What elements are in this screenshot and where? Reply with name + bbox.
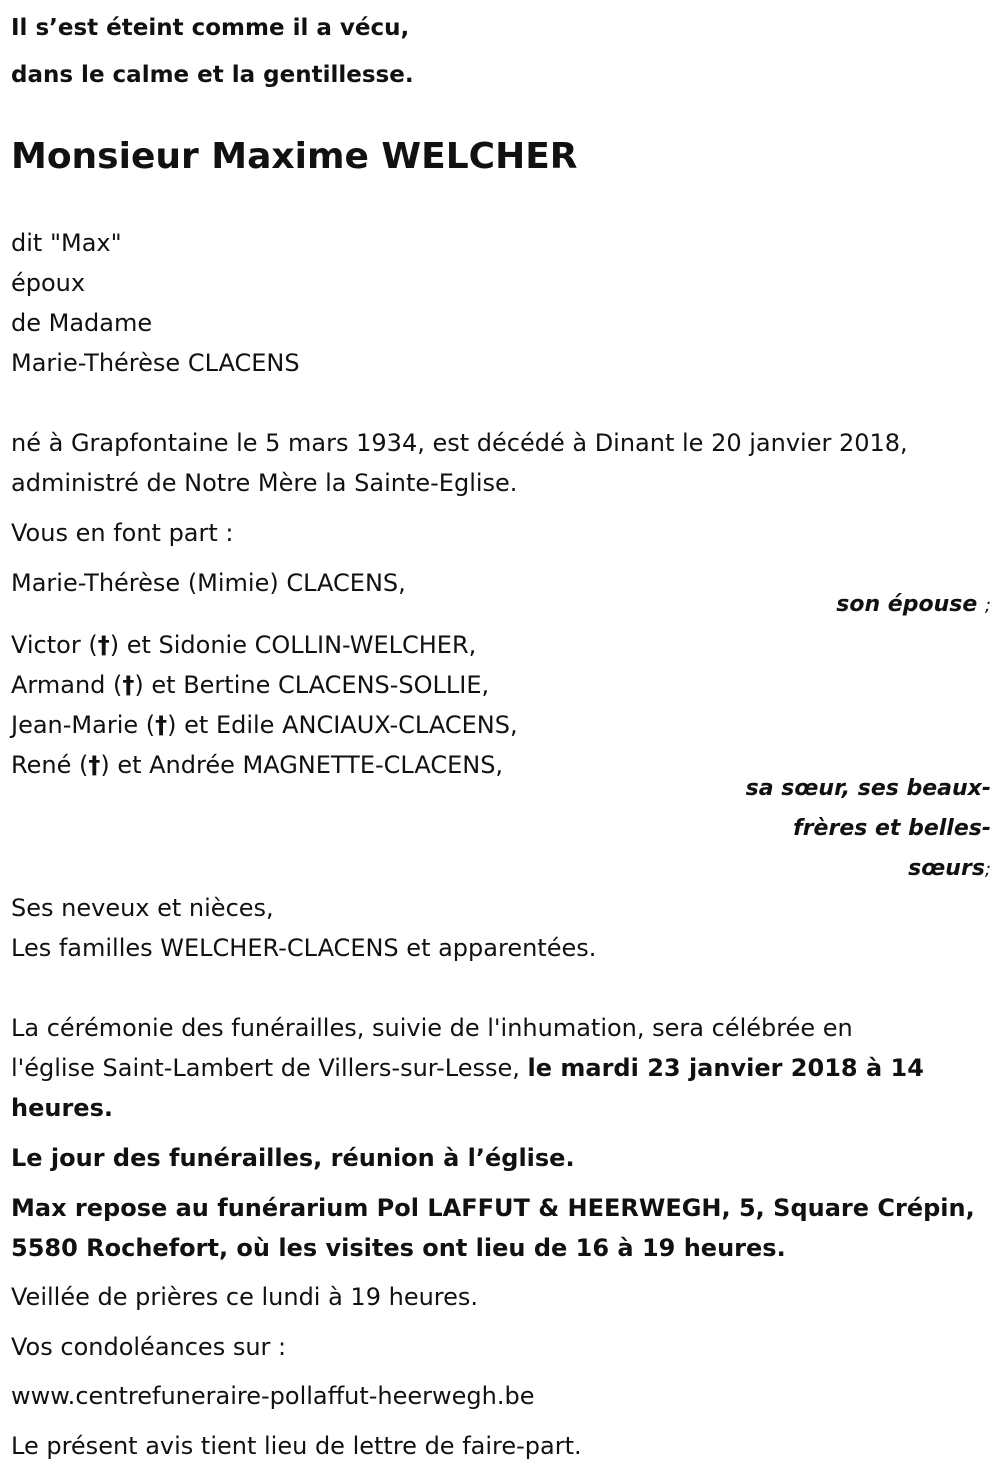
sibling-entry: Armand (†) et Bertine CLACENS-SOLLIE, — [11, 671, 490, 699]
spouse-role: son épouse ; — [836, 592, 991, 617]
ceremony-line-2: l'église Saint-Lambert de Villers-sur-Lesse, le mardi 23 janvier 2018 à 14 — [11, 1054, 924, 1082]
siblings-role-line-3: sœurs; — [908, 856, 991, 881]
vigil-line: Veillée de prières ce lundi à 19 heures. — [11, 1283, 479, 1311]
cross-icon: † — [155, 711, 168, 739]
cross-icon: † — [122, 671, 135, 699]
siblings-role-line-2: frères et belles- — [793, 816, 991, 841]
ceremony-line-1: La cérémonie des funérailles, suivie de l'inhumation, sera célébrée en — [11, 1014, 853, 1042]
epitaph-line-2: dans le calme et la gentillesse. — [11, 62, 414, 88]
spouse-line-1: époux — [11, 269, 86, 297]
funerarium-line-1: Max repose au funérarium Pol LAFFUT & HEERWEGH, 5, Square Crépin, — [11, 1194, 975, 1222]
deceased-name: Monsieur Maxime WELCHER — [11, 136, 578, 177]
epitaph-line-1: Il s’est éteint comme il a vécu, — [11, 15, 410, 41]
spouse-line-2: de Madame — [11, 309, 153, 337]
spouse-name: Marie-Thérèse CLACENS — [11, 349, 300, 377]
funerarium-line-2: 5580 Rochefort, où les visites ont lieu de 16 à 19 heures. — [11, 1234, 786, 1262]
sibling-entry: Victor (†) et Sidonie COLLIN-WELCHER, — [11, 631, 477, 659]
ceremony-line-3: heures. — [11, 1094, 113, 1122]
website-link[interactable]: www.centrefuneraire-pollaffut-heerwegh.be — [11, 1382, 535, 1410]
sibling-entry: Jean-Marie (†) et Edile ANCIAUX-CLACENS, — [11, 711, 518, 739]
spouse-entry: Marie-Thérèse (Mimie) CLACENS, — [11, 569, 406, 597]
sibling-entry: René (†) et Andrée MAGNETTE-CLACENS, — [11, 751, 504, 779]
meeting-line: Le jour des funérailles, réunion à l’église. — [11, 1144, 575, 1172]
condolences-line: Vos condoléances sur : — [11, 1333, 287, 1361]
website-line — [11, 1381, 535, 1411]
announce-text: Vous en font part : — [11, 519, 234, 547]
nephews-line: Ses neveux et nièces, — [11, 894, 274, 922]
nickname: dit "Max" — [11, 229, 122, 257]
families-line: Les familles WELCHER-CLACENS et apparentées. — [11, 934, 597, 962]
birth-death-line-2: administré de Notre Mère la Sainte-Eglise. — [11, 469, 518, 497]
birth-death-line-1: né à Grapfontaine le 5 mars 1934, est décédé à Dinant le 20 janvier 2018, — [11, 429, 908, 457]
cross-icon: † — [97, 631, 110, 659]
closing-line: Le présent avis tient lieu de lettre de faire-part. — [11, 1432, 582, 1460]
siblings-role-line-1: sa sœur, ses beaux- — [745, 776, 991, 801]
cross-icon: † — [88, 751, 101, 779]
